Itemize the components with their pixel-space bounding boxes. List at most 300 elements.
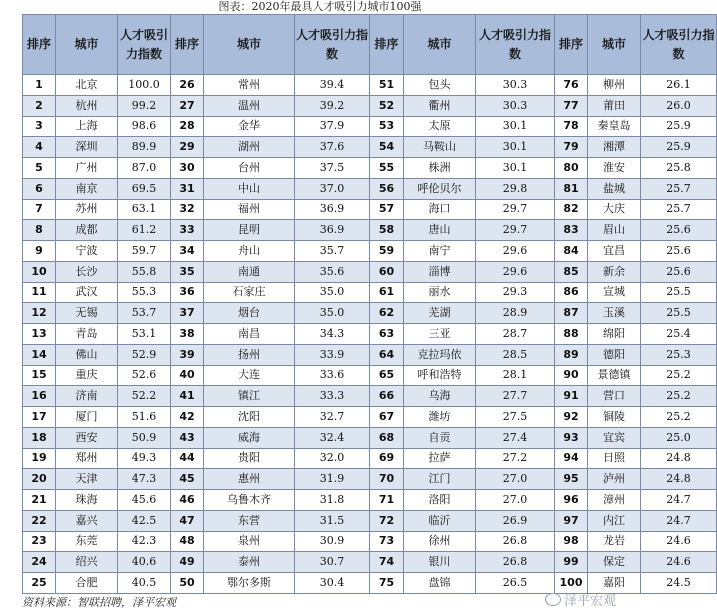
city-cell: 潍坊 (404, 407, 476, 428)
city-cell: 乌海 (404, 386, 476, 407)
rank-cell: 45 (171, 469, 204, 490)
score-cell: 39.2 (295, 95, 370, 116)
rank-cell: 48 (171, 531, 204, 552)
rank-cell: 66 (370, 386, 404, 407)
city-cell: 绵阳 (588, 324, 641, 345)
city-cell: 海口 (404, 199, 476, 220)
table-row (23, 531, 717, 552)
city-cell: 银川 (404, 552, 476, 573)
score-cell: 98.6 (118, 116, 171, 137)
city-cell: 鄂尔多斯 (204, 573, 295, 594)
city-cell: 丽水 (404, 282, 476, 303)
table-row (23, 75, 717, 96)
score-cell: 35.0 (295, 303, 370, 324)
rank-cell: 41 (171, 386, 204, 407)
rank-cell: 58 (370, 220, 404, 241)
score-cell: 32.7 (295, 407, 370, 428)
rank-cell: 15 (23, 365, 56, 386)
rank-cell: 53 (370, 116, 404, 137)
rank-cell: 62 (370, 303, 404, 324)
table-row (23, 469, 717, 490)
rank-cell: 2 (23, 95, 56, 116)
rank-cell: 10 (23, 261, 56, 282)
score-cell: 52.9 (118, 344, 171, 365)
header-city: 城市 (588, 15, 641, 75)
rank-cell: 100 (555, 573, 588, 594)
city-cell: 长沙 (56, 261, 118, 282)
watermark-text: 泽平宏观 (563, 594, 616, 609)
rank-cell: 47 (171, 510, 204, 531)
city-cell: 宣城 (588, 282, 641, 303)
score-cell: 33.3 (295, 386, 370, 407)
rank-cell: 85 (555, 261, 588, 282)
score-cell: 28.5 (476, 344, 555, 365)
city-cell: 舟山 (204, 241, 295, 262)
city-cell: 青岛 (56, 324, 118, 345)
table-row (23, 137, 717, 158)
score-cell: 24.7 (641, 510, 717, 531)
city-cell: 福州 (204, 199, 295, 220)
score-cell: 37.9 (295, 116, 370, 137)
city-cell: 东营 (204, 510, 295, 531)
rank-cell: 22 (23, 510, 56, 531)
table-row (23, 490, 717, 511)
city-cell: 无锡 (56, 303, 118, 324)
rank-cell: 20 (23, 469, 56, 490)
city-cell: 自贡 (404, 427, 476, 448)
score-cell: 25.2 (641, 365, 717, 386)
city-cell: 漳州 (588, 490, 641, 511)
city-cell: 湘潭 (588, 137, 641, 158)
rank-cell: 5 (23, 158, 56, 179)
rank-cell: 77 (555, 95, 588, 116)
rank-cell: 39 (171, 344, 204, 365)
rank-cell: 34 (171, 241, 204, 262)
city-cell: 南宁 (404, 241, 476, 262)
header-row (23, 15, 717, 75)
score-cell: 53.1 (118, 324, 171, 345)
score-cell: 25.9 (641, 116, 717, 137)
table-row (23, 178, 717, 199)
city-cell: 新余 (588, 261, 641, 282)
rank-cell: 90 (555, 365, 588, 386)
city-cell: 重庆 (56, 365, 118, 386)
score-cell: 32.0 (295, 448, 370, 469)
rank-cell: 79 (555, 137, 588, 158)
rank-cell: 49 (171, 552, 204, 573)
score-cell: 27.2 (476, 448, 555, 469)
score-cell: 25.6 (641, 261, 717, 282)
score-cell: 49.3 (118, 448, 171, 469)
score-cell: 25.3 (641, 344, 717, 365)
city-cell: 莆田 (588, 95, 641, 116)
rank-cell: 21 (23, 490, 56, 511)
table-row (23, 448, 717, 469)
city-cell: 盘锦 (404, 573, 476, 594)
table-row (23, 365, 717, 386)
rank-cell: 37 (171, 303, 204, 324)
city-cell: 呼和浩特 (404, 365, 476, 386)
rank-cell: 60 (370, 261, 404, 282)
rank-cell: 97 (555, 510, 588, 531)
header-city: 城市 (204, 15, 295, 75)
score-cell: 40.6 (118, 552, 171, 573)
city-cell: 洛阳 (404, 490, 476, 511)
score-cell: 27.7 (476, 386, 555, 407)
city-cell: 成都 (56, 220, 118, 241)
city-cell: 景德镇 (588, 365, 641, 386)
score-cell: 52.6 (118, 365, 171, 386)
score-cell: 25.5 (641, 303, 717, 324)
rank-cell: 54 (370, 137, 404, 158)
rank-cell: 65 (370, 365, 404, 386)
score-cell: 30.7 (295, 552, 370, 573)
score-cell: 26.8 (476, 552, 555, 573)
rank-cell: 27 (171, 95, 204, 116)
city-cell: 厦门 (56, 407, 118, 428)
rank-cell: 96 (555, 490, 588, 511)
rank-cell: 82 (555, 199, 588, 220)
rank-cell: 42 (171, 407, 204, 428)
rank-cell: 23 (23, 531, 56, 552)
score-cell: 25.4 (641, 324, 717, 345)
city-cell: 淮安 (588, 158, 641, 179)
city-cell: 衢州 (404, 95, 476, 116)
city-cell: 金华 (204, 116, 295, 137)
city-cell: 泸州 (588, 469, 641, 490)
score-cell: 42.3 (118, 531, 171, 552)
rank-cell: 6 (23, 178, 56, 199)
city-cell: 苏州 (56, 199, 118, 220)
city-cell: 克拉玛依 (404, 344, 476, 365)
table-row (23, 324, 717, 345)
rank-cell: 11 (23, 282, 56, 303)
table-row (23, 344, 717, 365)
rank-cell: 61 (370, 282, 404, 303)
score-cell: 47.3 (118, 469, 171, 490)
rank-cell: 33 (171, 220, 204, 241)
city-cell: 大庆 (588, 199, 641, 220)
header-rank: 排序 (171, 15, 204, 75)
score-cell: 39.4 (295, 75, 370, 96)
score-cell: 26.9 (476, 510, 555, 531)
rank-cell: 36 (171, 282, 204, 303)
rank-cell: 13 (23, 324, 56, 345)
rank-cell: 59 (370, 241, 404, 262)
rank-cell: 16 (23, 386, 56, 407)
city-cell: 包头 (404, 75, 476, 96)
score-cell: 25.2 (641, 407, 717, 428)
city-cell: 三亚 (404, 324, 476, 345)
score-cell: 24.6 (641, 531, 717, 552)
city-cell: 南京 (56, 178, 118, 199)
score-cell: 36.9 (295, 199, 370, 220)
table-row (23, 282, 717, 303)
score-cell: 28.9 (476, 303, 555, 324)
city-cell: 北京 (56, 75, 118, 96)
table-row (23, 552, 717, 573)
city-cell: 芜湖 (404, 303, 476, 324)
score-cell: 37.6 (295, 137, 370, 158)
rank-cell: 56 (370, 178, 404, 199)
rank-cell: 19 (23, 448, 56, 469)
score-cell: 25.9 (641, 137, 717, 158)
score-cell: 30.1 (476, 158, 555, 179)
rank-cell: 18 (23, 427, 56, 448)
city-cell: 柳州 (588, 75, 641, 96)
score-cell: 42.5 (118, 510, 171, 531)
score-cell: 35.7 (295, 241, 370, 262)
score-cell: 31.5 (295, 510, 370, 531)
score-cell: 35.0 (295, 282, 370, 303)
rank-cell: 71 (370, 490, 404, 511)
rank-cell: 95 (555, 469, 588, 490)
rank-cell: 93 (555, 427, 588, 448)
score-cell: 37.5 (295, 158, 370, 179)
city-cell: 东莞 (56, 531, 118, 552)
ranking-body (23, 75, 717, 594)
rank-cell: 4 (23, 137, 56, 158)
rank-cell: 9 (23, 241, 56, 262)
score-cell: 25.8 (641, 158, 717, 179)
city-cell: 南昌 (204, 324, 295, 345)
city-cell: 深圳 (56, 137, 118, 158)
rank-cell: 55 (370, 158, 404, 179)
rank-cell: 50 (171, 573, 204, 594)
score-cell: 32.4 (295, 427, 370, 448)
score-cell: 27.0 (476, 490, 555, 511)
rank-cell: 83 (555, 220, 588, 241)
score-cell: 45.6 (118, 490, 171, 511)
score-cell: 89.9 (118, 137, 171, 158)
score-cell: 37.0 (295, 178, 370, 199)
score-cell: 26.1 (641, 75, 717, 96)
source-note: 资料来源：智联招聘，泽平宏观 (22, 596, 176, 609)
rank-cell: 46 (171, 490, 204, 511)
header-score: 人才吸引力指数 (476, 15, 555, 75)
city-cell: 营口 (588, 386, 641, 407)
city-cell: 唐山 (404, 220, 476, 241)
city-cell: 日照 (588, 448, 641, 469)
city-cell: 珠海 (56, 490, 118, 511)
score-cell: 55.3 (118, 282, 171, 303)
score-cell: 27.5 (476, 407, 555, 428)
city-cell: 上海 (56, 116, 118, 137)
rank-cell: 17 (23, 407, 56, 428)
score-cell: 55.8 (118, 261, 171, 282)
score-cell: 30.4 (295, 573, 370, 594)
rank-cell: 74 (370, 552, 404, 573)
score-cell: 30.3 (476, 75, 555, 96)
rank-cell: 92 (555, 407, 588, 428)
score-cell: 28.1 (476, 365, 555, 386)
city-cell: 烟台 (204, 303, 295, 324)
rank-cell: 25 (23, 573, 56, 594)
table-row (23, 95, 717, 116)
score-cell: 53.7 (118, 303, 171, 324)
city-cell: 济南 (56, 386, 118, 407)
city-cell: 铜陵 (588, 407, 641, 428)
score-cell: 26.5 (476, 573, 555, 594)
rank-cell: 98 (555, 531, 588, 552)
rank-cell: 43 (171, 427, 204, 448)
score-cell: 26.8 (476, 531, 555, 552)
score-cell: 29.3 (476, 282, 555, 303)
rank-cell: 72 (370, 510, 404, 531)
city-cell: 徐州 (404, 531, 476, 552)
city-cell: 马鞍山 (404, 137, 476, 158)
score-cell: 87.0 (118, 158, 171, 179)
score-cell: 52.2 (118, 386, 171, 407)
rank-cell: 76 (555, 75, 588, 96)
header-rank: 排序 (370, 15, 404, 75)
city-cell: 株洲 (404, 158, 476, 179)
city-cell: 石家庄 (204, 282, 295, 303)
city-cell: 绍兴 (56, 552, 118, 573)
score-cell: 30.1 (476, 116, 555, 137)
city-cell: 惠州 (204, 469, 295, 490)
header-score: 人才吸引力指数 (118, 15, 171, 75)
table-row (23, 261, 717, 282)
watermark (545, 590, 616, 609)
city-cell: 中山 (204, 178, 295, 199)
rank-cell: 63 (370, 324, 404, 345)
city-cell: 嘉兴 (56, 510, 118, 531)
city-cell: 泉州 (204, 531, 295, 552)
city-cell: 温州 (204, 95, 295, 116)
rank-cell: 99 (555, 552, 588, 573)
header-rank: 排序 (555, 15, 588, 75)
city-cell: 拉萨 (404, 448, 476, 469)
score-cell: 30.3 (476, 95, 555, 116)
rank-cell: 8 (23, 220, 56, 241)
score-cell: 25.6 (641, 220, 717, 241)
rank-cell: 44 (171, 448, 204, 469)
wechat-icon (545, 593, 561, 606)
city-cell: 临沂 (404, 510, 476, 531)
table-row (23, 427, 717, 448)
city-cell: 贵阳 (204, 448, 295, 469)
rank-cell: 68 (370, 427, 404, 448)
city-cell: 德阳 (588, 344, 641, 365)
header-city: 城市 (404, 15, 476, 75)
score-cell: 33.9 (295, 344, 370, 365)
score-cell: 25.0 (641, 427, 717, 448)
rank-cell: 57 (370, 199, 404, 220)
header-score: 人才吸引力指数 (641, 15, 717, 75)
score-cell: 28.7 (476, 324, 555, 345)
city-cell: 龙岩 (588, 531, 641, 552)
rank-cell: 80 (555, 158, 588, 179)
city-cell: 西安 (56, 427, 118, 448)
city-cell: 嘉阳 (588, 573, 641, 594)
rank-cell: 12 (23, 303, 56, 324)
rank-cell: 88 (555, 324, 588, 345)
score-cell: 59.7 (118, 241, 171, 262)
score-cell: 29.8 (476, 178, 555, 199)
table-row (23, 199, 717, 220)
rank-cell: 67 (370, 407, 404, 428)
city-cell: 常州 (204, 75, 295, 96)
score-cell: 25.5 (641, 282, 717, 303)
rank-cell: 35 (171, 261, 204, 282)
score-cell: 29.7 (476, 220, 555, 241)
city-cell: 郑州 (56, 448, 118, 469)
city-cell: 合肥 (56, 573, 118, 594)
rank-cell: 91 (555, 386, 588, 407)
score-cell: 24.8 (641, 469, 717, 490)
rank-cell: 70 (370, 469, 404, 490)
table-row (23, 116, 717, 137)
ranking-table (22, 14, 717, 594)
table-row (23, 303, 717, 324)
page-title: 图表：2020年最具人才吸引力城市100强 (218, 0, 422, 13)
city-cell: 湖州 (204, 137, 295, 158)
city-cell: 昆明 (204, 220, 295, 241)
score-cell: 24.8 (641, 448, 717, 469)
score-cell: 24.7 (641, 490, 717, 511)
rank-cell: 28 (171, 116, 204, 137)
city-cell: 淄博 (404, 261, 476, 282)
table-row (23, 158, 717, 179)
rank-cell: 94 (555, 448, 588, 469)
rank-cell: 89 (555, 344, 588, 365)
score-cell: 29.6 (476, 241, 555, 262)
city-cell: 武汉 (56, 282, 118, 303)
city-cell: 广州 (56, 158, 118, 179)
city-cell: 江门 (404, 469, 476, 490)
score-cell: 51.6 (118, 407, 171, 428)
rank-cell: 52 (370, 95, 404, 116)
rank-cell: 24 (23, 552, 56, 573)
city-cell: 宁波 (56, 241, 118, 262)
table-row (23, 407, 717, 428)
rank-cell: 75 (370, 573, 404, 594)
rank-cell: 29 (171, 137, 204, 158)
table-row (23, 220, 717, 241)
city-cell: 南通 (204, 261, 295, 282)
rank-cell: 84 (555, 241, 588, 262)
score-cell: 25.6 (641, 241, 717, 262)
rank-cell: 14 (23, 344, 56, 365)
rank-cell: 87 (555, 303, 588, 324)
score-cell: 27.4 (476, 427, 555, 448)
city-cell: 泰州 (204, 552, 295, 573)
score-cell: 24.5 (641, 573, 717, 594)
rank-cell: 1 (23, 75, 56, 96)
city-cell: 盐城 (588, 178, 641, 199)
score-cell: 25.7 (641, 178, 717, 199)
score-cell: 27.0 (476, 469, 555, 490)
score-cell: 30.1 (476, 137, 555, 158)
table-row (23, 510, 717, 531)
rank-cell: 73 (370, 531, 404, 552)
score-cell: 33.6 (295, 365, 370, 386)
city-cell: 玉溪 (588, 303, 641, 324)
score-cell: 31.9 (295, 469, 370, 490)
city-cell: 台州 (204, 158, 295, 179)
city-cell: 宜宾 (588, 427, 641, 448)
score-cell: 29.6 (476, 261, 555, 282)
city-cell: 秦皇岛 (588, 116, 641, 137)
score-cell: 61.2 (118, 220, 171, 241)
score-cell: 99.2 (118, 95, 171, 116)
score-cell: 40.5 (118, 573, 171, 594)
rank-cell: 38 (171, 324, 204, 345)
rank-cell: 69 (370, 448, 404, 469)
city-cell: 镇江 (204, 386, 295, 407)
score-cell: 50.9 (118, 427, 171, 448)
